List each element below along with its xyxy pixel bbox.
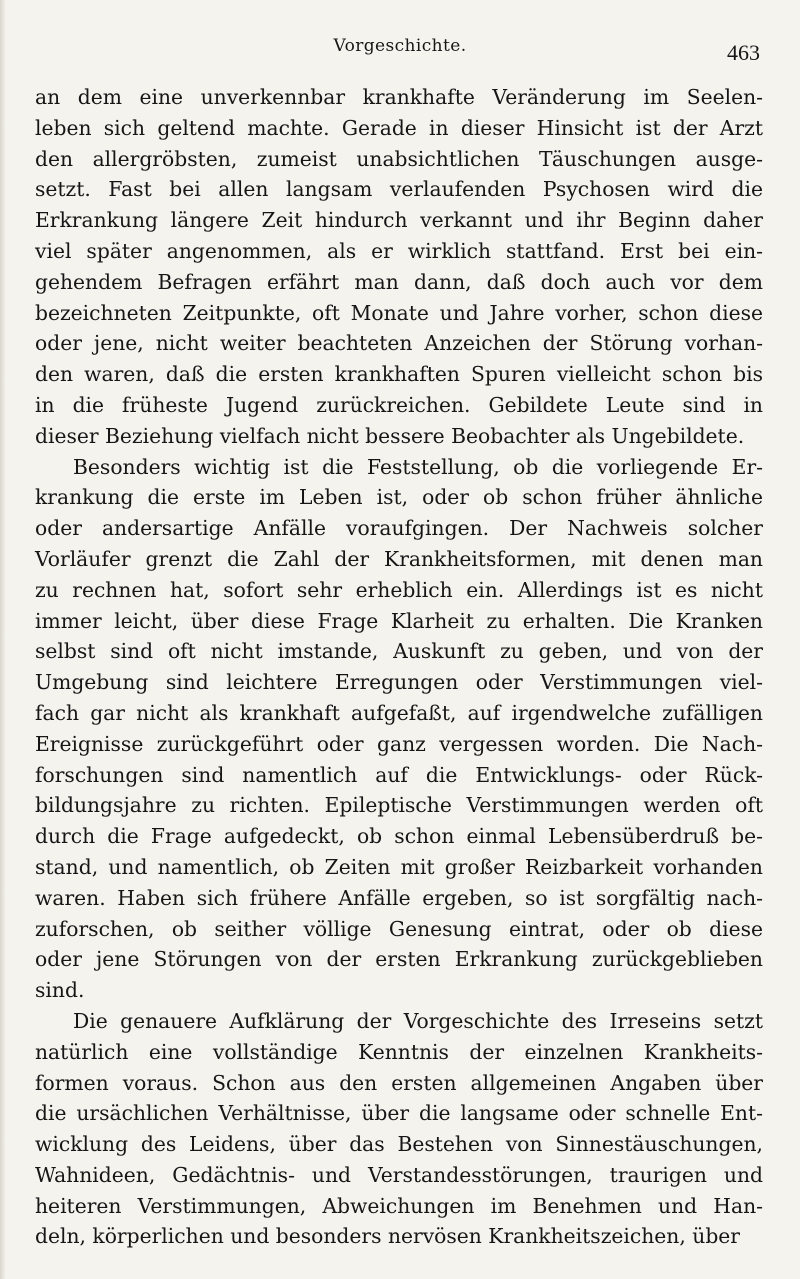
text-line: zu rechnen hat, sofort sehr erheblich ein. Allerdings ist es nicht xyxy=(35,577,763,602)
text-line: in die früheste Jugend zurückreichen. Gebildete Leute sind in xyxy=(35,392,763,417)
text-line: heiteren Verstimmungen, Abweichungen im Benehmen und Han- xyxy=(35,1193,763,1218)
running-head xyxy=(0,30,800,70)
text-line: wicklung des Leidens, über das Bestehen von Sinnestäuschungen, xyxy=(35,1132,763,1157)
text-line: setzt. Fast bei allen langsam verlaufenden Psychosen wird die xyxy=(35,177,763,202)
text-line: den allergröbsten, zumeist unabsichtlichen Täuschungen ausge- xyxy=(35,146,763,171)
text-line: Umgebung sind leichtere Erregungen oder Verstimmungen viel- xyxy=(35,670,763,695)
text-line: immer leicht, über diese Frage Klarheit zu erhalten. Die Kranken xyxy=(35,608,763,633)
text-line: formen voraus. Schon aus den ersten allgemeinen Angaben über xyxy=(35,1070,763,1095)
text-line: krankung die erste im Leben ist, oder ob schon früher ähnliche xyxy=(35,485,763,510)
text-line: gehendem Befragen erfährt man dann, daß doch auch vor dem xyxy=(35,269,763,294)
text-line: sind. xyxy=(35,978,85,1003)
text-line: natürlich eine vollständige Kenntnis der einzelnen Krankheits- xyxy=(35,1039,763,1064)
text-line: bildungsjahre zu richten. Epileptische Verstimmungen werden oft xyxy=(35,793,763,818)
running-title: Vorgeschichte. xyxy=(333,36,467,56)
text-line: leben sich geltend machte. Gerade in dieser Hinsicht ist der Arzt xyxy=(35,115,763,140)
text-line: bezeichneten Zeitpunkte, oft Monate und Jahre vorher, schon diese xyxy=(35,300,763,325)
text-line: Erkrankung längere Zeit hindurch verkannt und ihr Beginn daher xyxy=(35,208,763,233)
paragraph xyxy=(35,1006,763,1252)
text-line: Wahnideen, Gedächtnis- und Verstandesstörungen, traurigen und xyxy=(35,1162,763,1187)
text-line: oder andersartige Anfälle voraufgingen. Der Nachweis solcher xyxy=(35,516,763,541)
text-line: Ereignisse zurückgeführt oder ganz vergessen worden. Die Nach- xyxy=(35,731,763,756)
paragraph xyxy=(35,452,763,1006)
text-line: oder jene, nicht weiter beachteten Anzeichen der Störung vorhan- xyxy=(35,331,763,356)
text-line: viel später angenommen, als er wirklich stattfand. Erst bei ein- xyxy=(35,238,763,263)
text-line: Besonders wichtig ist die Feststellung, ob die vorliegende Er- xyxy=(73,454,763,479)
text-line: den waren, daß die ersten krankhaften Spuren vielleicht schon bis xyxy=(35,362,763,387)
text-line: oder jene Störungen von der ersten Erkrankung zurückgeblieben xyxy=(35,947,763,972)
body-text xyxy=(35,82,763,1252)
text-line: die ursächlichen Verhältnisse, über die langsame oder schnelle Ent- xyxy=(35,1101,763,1126)
text-line: fach gar nicht als krankhaft aufgefaßt, auf irgendwelche zufälligen xyxy=(35,700,763,725)
text-line: durch die Frage aufgedeckt, ob schon einmal Lebensüberdruß be- xyxy=(35,824,763,849)
text-line: forschungen sind namentlich auf die Entwicklungs- oder Rück- xyxy=(35,762,763,787)
text-line: zuforschen, ob seither völlige Genesung eintrat, oder ob diese xyxy=(35,916,763,941)
text-line: Die genauere Aufklärung der Vorgeschichte des Irreseins setzt xyxy=(73,1008,763,1033)
text-line: stand, und namentlich, ob Zeiten mit großer Reizbarkeit vorhanden xyxy=(35,854,763,879)
text-line: deln, körperlichen und besonders nervösen Krankheitszeichen, über xyxy=(35,1224,741,1249)
page-number: 463 xyxy=(727,40,760,65)
text-line: an dem eine unverkennbar krankhafte Veränderung im Seelen- xyxy=(35,85,763,109)
paragraph xyxy=(35,82,763,452)
text-line: Vorläufer grenzt die Zahl der Krankheitsformen, mit denen man xyxy=(35,546,763,571)
text-line: dieser Beziehung vielfach nicht bessere Beobachter als Ungebildete. xyxy=(35,423,745,448)
text-line: waren. Haben sich frühere Anfälle ergeben, so ist sorgfältig nach- xyxy=(35,885,763,910)
text-line: selbst sind oft nicht imstande, Auskunft zu geben, und von der xyxy=(35,639,763,664)
